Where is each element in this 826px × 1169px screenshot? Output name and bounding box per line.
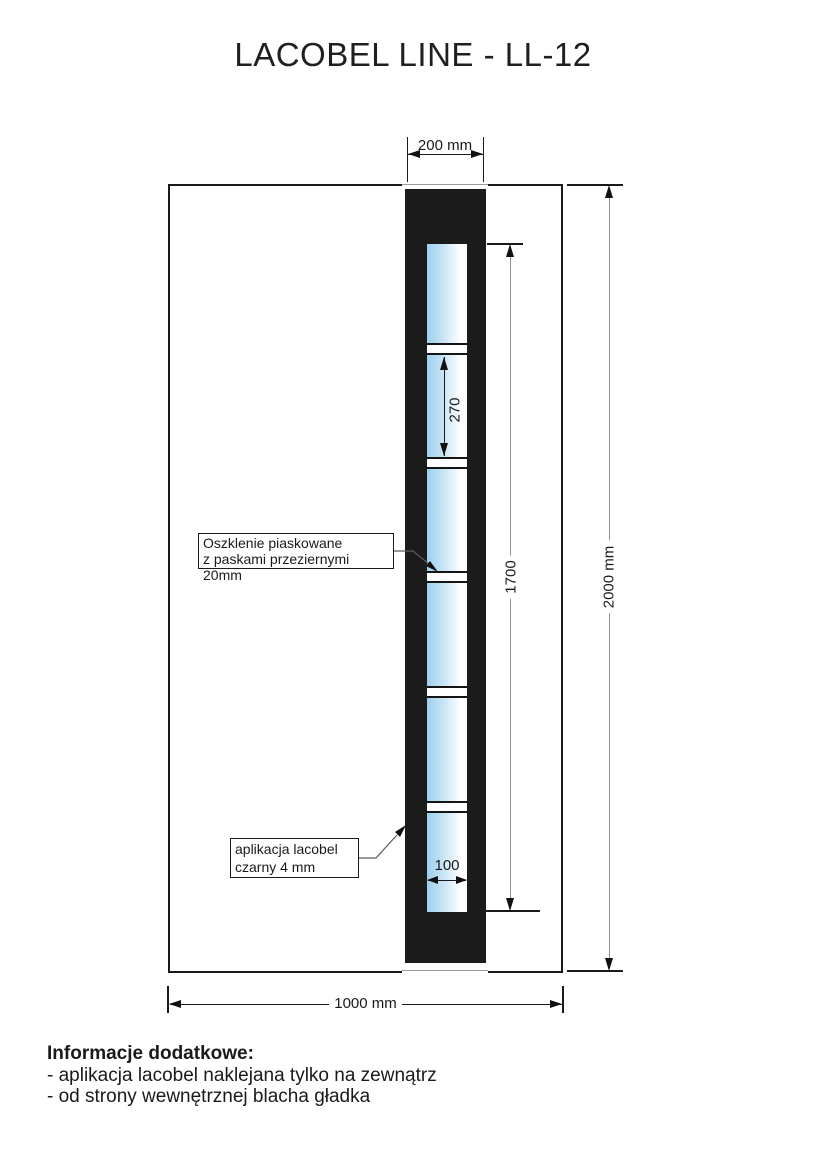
callout-glazing-line1: Oszklenie piaskowane	[203, 535, 343, 551]
dim-100-arrow-left	[427, 876, 438, 884]
drawing-title: LACOBEL LINE - LL-12	[234, 36, 592, 73]
dim-2000-arrow-bottom	[605, 958, 613, 971]
dim-1700-label: 1700	[502, 555, 521, 598]
dim-1700-arrow-top	[506, 244, 514, 257]
dim-2000-tick-top	[567, 184, 623, 186]
dim-1000-label-wrap	[168, 995, 563, 1013]
dim-1700-tick-top	[487, 243, 523, 245]
glass-divider	[427, 343, 467, 355]
dim-2000-label: 2000 mm	[600, 541, 619, 614]
callout-glazing-line2: z paskami przeziernymi 20mm	[203, 551, 350, 583]
dim-1000-label: 1000 mm	[329, 994, 402, 1013]
dim-100-arrow-right	[456, 876, 467, 884]
dim-200-label: 200 mm	[417, 137, 473, 154]
dim-270-arrow-top	[440, 357, 448, 370]
callout-glazing	[198, 533, 394, 583]
door-edge-faint-top	[402, 184, 488, 185]
callout-application	[230, 838, 359, 878]
glass-divider	[427, 801, 467, 813]
dim-100-label: 100	[434, 857, 460, 874]
footer-heading: Informacje dodatkowe:	[47, 1043, 254, 1064]
footer-notes	[47, 1042, 437, 1107]
callout-application-line1: aplikacja lacobel	[235, 841, 338, 857]
glass-divider	[427, 571, 467, 583]
dim-270-label: 270	[446, 397, 464, 423]
dim-2000-tick-bottom	[567, 970, 623, 972]
footer-note: - od strony wewnętrznej blacha gładka	[47, 1086, 371, 1107]
dim-270-arrow-bottom	[440, 443, 448, 456]
callout-application-line2: czarny 4 mm	[235, 859, 316, 875]
door-edge-faint-bottom	[402, 970, 488, 971]
dim-2000-arrow-top	[605, 185, 613, 198]
footer-note: - aplikacja lacobel naklejana tylko na zewnątrz	[47, 1065, 437, 1086]
glass-divider	[427, 686, 467, 698]
glass-divider	[427, 457, 467, 469]
dim-1700-arrow-bottom	[506, 898, 514, 911]
dim-270-line	[444, 357, 445, 456]
